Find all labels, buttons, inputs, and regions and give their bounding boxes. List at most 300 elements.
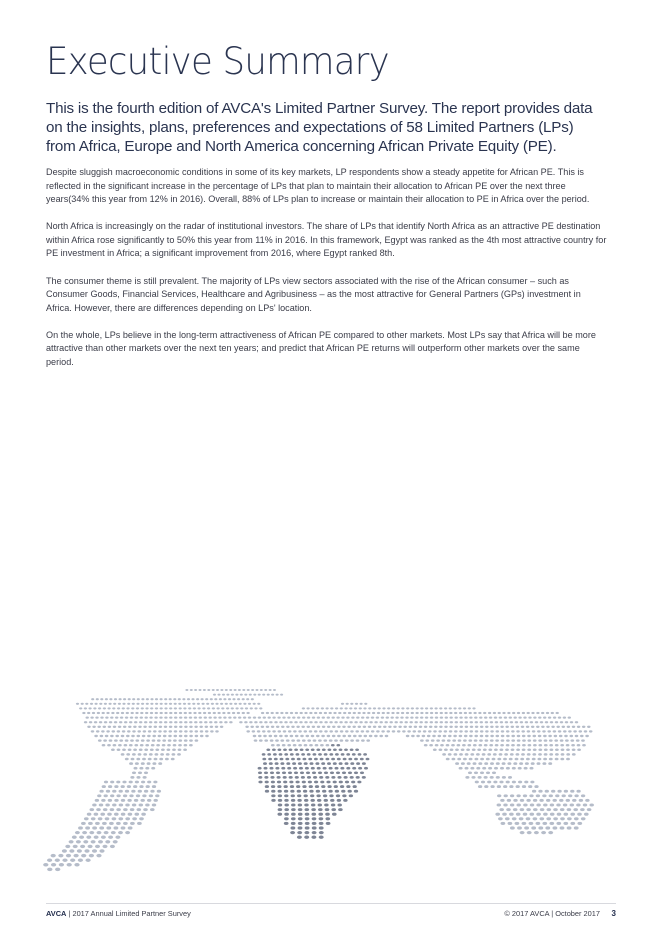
map-dot (171, 753, 175, 756)
map-dot (126, 735, 130, 737)
map-dot (543, 804, 548, 807)
map-dot (425, 716, 428, 718)
map-dot (129, 794, 133, 797)
map-dot-africa (278, 749, 282, 752)
map-dot (530, 804, 535, 807)
map-dot (530, 767, 534, 770)
map-dot (256, 726, 259, 728)
map-dot-africa (309, 790, 313, 793)
map-dot (503, 758, 507, 761)
map-dot (356, 716, 359, 718)
map-dot (515, 758, 519, 761)
map-dot (283, 730, 287, 732)
map-dot (528, 744, 532, 746)
map-dot (150, 749, 154, 752)
footer-separator: | (68, 909, 71, 918)
map-dot-africa (264, 776, 268, 779)
map-dot-africa (324, 753, 328, 756)
map-dot-africa (284, 808, 289, 811)
map-dot (495, 813, 500, 816)
map-dot (350, 730, 354, 732)
map-dot-africa (297, 836, 302, 839)
map-dot-africa (295, 753, 299, 756)
map-dot-africa (296, 781, 300, 784)
map-dot-africa (298, 826, 303, 829)
map-dot (459, 730, 463, 732)
map-dot (105, 804, 110, 807)
map-dot-africa (312, 753, 316, 756)
map-dot (125, 739, 129, 741)
map-dot (543, 758, 547, 761)
map-dot (553, 716, 556, 718)
map-dot (248, 716, 251, 718)
map-dot (115, 735, 119, 737)
map-dot (523, 804, 528, 807)
map-dot (152, 739, 156, 741)
map-dot (521, 726, 524, 728)
map-dot (249, 721, 252, 723)
map-dot (540, 808, 545, 811)
map-dot (459, 712, 462, 714)
map-dot-africa (323, 794, 327, 797)
map-dot (99, 790, 103, 793)
map-dot (371, 730, 375, 732)
map-dot (225, 689, 228, 691)
map-dot-africa (343, 799, 347, 802)
map-dot (454, 726, 457, 728)
map-dot (123, 794, 127, 797)
map-dot (329, 721, 332, 723)
map-dot (250, 707, 253, 709)
map-dot-africa (280, 758, 284, 761)
map-dot (460, 721, 463, 723)
map-dot-africa (287, 767, 291, 770)
map-dot (355, 730, 359, 732)
map-dot (114, 785, 118, 788)
map-dot (511, 744, 515, 746)
map-dot-africa (290, 790, 294, 793)
map-dot (225, 703, 228, 705)
map-dot (542, 730, 546, 732)
map-dot (309, 721, 312, 723)
map-dot (261, 712, 264, 714)
map-dot (243, 703, 246, 705)
map-dot (562, 794, 566, 797)
map-dot (555, 758, 559, 761)
map-dot (564, 790, 568, 793)
map-dot (202, 703, 205, 705)
map-dot (522, 735, 526, 737)
map-dot (321, 735, 325, 737)
map-dot (509, 813, 514, 816)
map-dot-africa (354, 758, 358, 761)
map-dot (259, 739, 263, 741)
map-dot (125, 804, 130, 807)
map-dot-africa (340, 767, 344, 770)
map-dot (415, 721, 418, 723)
map-dot (448, 753, 452, 756)
map-dot (585, 735, 589, 737)
map-dot (287, 744, 291, 746)
map-dot (560, 817, 565, 820)
map-dot (536, 804, 541, 807)
map-dot (239, 703, 242, 705)
map-dot (178, 739, 182, 741)
map-dot (278, 730, 282, 732)
map-dot (579, 799, 583, 802)
map-dot (192, 703, 195, 705)
map-dot (542, 822, 547, 825)
map-dot (364, 721, 367, 723)
map-dot-africa (366, 758, 370, 761)
map-dot (470, 721, 473, 723)
map-dot-africa (311, 804, 316, 807)
map-dot (327, 726, 330, 728)
map-dot (209, 721, 212, 723)
map-dot (358, 712, 361, 714)
map-dot (257, 730, 261, 732)
map-dot (96, 854, 101, 857)
map-dot (189, 739, 193, 741)
map-dot-africa (291, 813, 296, 816)
map-dot (141, 707, 144, 709)
map-dot (179, 730, 183, 732)
map-dot (228, 716, 231, 718)
map-dot (143, 776, 147, 779)
map-dot (269, 689, 272, 691)
map-dot (103, 808, 108, 811)
map-dot-africa (318, 808, 323, 811)
map-dot (382, 712, 385, 714)
map-dot (106, 730, 110, 732)
map-dot (492, 771, 496, 774)
map-dot (178, 749, 182, 752)
map-dot (425, 721, 428, 723)
map-dot (520, 758, 524, 761)
map-dot (342, 726, 345, 728)
map-dot (304, 712, 307, 714)
map-dot (147, 735, 151, 737)
map-dot (133, 726, 136, 728)
map-dot (557, 813, 562, 816)
map-dot-africa (286, 762, 290, 765)
map-dot (166, 753, 170, 756)
map-dot (223, 716, 226, 718)
map-dot (220, 689, 223, 691)
map-dot (478, 776, 482, 779)
map-dot (561, 749, 565, 752)
map-dot (587, 808, 592, 811)
map-dot-africa (298, 808, 303, 811)
map-dot (169, 730, 173, 732)
map-dot (577, 813, 582, 816)
map-dot (444, 730, 448, 732)
map-dot-africa (331, 804, 336, 807)
map-dot (96, 808, 101, 811)
map-dot (110, 781, 114, 784)
map-dot (194, 721, 197, 723)
map-dot (196, 698, 199, 700)
map-dot (174, 707, 177, 709)
map-dot (204, 716, 207, 718)
map-dot (530, 721, 533, 723)
map-dot (481, 781, 485, 784)
map-dot (575, 735, 579, 737)
map-dot (544, 739, 548, 741)
map-dot (132, 771, 136, 774)
map-dot-africa (298, 804, 303, 807)
map-dot (141, 813, 146, 816)
map-dot-africa (319, 817, 324, 820)
map-dot-africa (278, 804, 283, 807)
map-dot (361, 739, 365, 741)
map-dot (329, 739, 333, 741)
map-dot (525, 762, 529, 765)
map-dot (332, 735, 336, 737)
map-dot (150, 790, 154, 793)
map-dot (69, 840, 74, 843)
map-dot-africa (305, 808, 310, 811)
map-dot-africa (337, 758, 341, 761)
map-dot (229, 703, 232, 705)
map-dot (189, 726, 192, 728)
map-dot (395, 721, 398, 723)
map-dot (102, 822, 107, 825)
map-dot (169, 716, 172, 718)
map-dot (122, 749, 126, 752)
map-dot (110, 794, 114, 797)
map-dot (465, 726, 468, 728)
map-dot (109, 822, 114, 825)
map-dot (156, 744, 160, 746)
map-dot (526, 817, 531, 820)
map-dot (429, 744, 433, 746)
map-dot (469, 712, 472, 714)
map-dot (110, 735, 114, 737)
map-dot (122, 781, 126, 784)
map-dot (70, 858, 75, 861)
map-dot (113, 726, 116, 728)
map-dot (390, 721, 393, 723)
map-dot-africa (278, 808, 283, 811)
map-dot (546, 726, 549, 728)
map-dot-africa (319, 836, 324, 839)
map-dot (199, 726, 202, 728)
map-dot-africa (280, 762, 284, 765)
map-dot (468, 771, 472, 774)
map-dot-africa (342, 794, 346, 797)
map-dot-africa (279, 753, 283, 756)
map-dot (464, 716, 467, 718)
map-dot (510, 794, 514, 797)
map-dot (324, 721, 327, 723)
map-dot (134, 744, 138, 746)
map-dot (435, 712, 438, 714)
map-dot (140, 799, 144, 802)
map-dot (538, 716, 541, 718)
map-dot (536, 794, 540, 797)
map-dot (465, 721, 468, 723)
map-dot (570, 822, 575, 825)
map-dot (506, 735, 510, 737)
map-dot (155, 712, 158, 714)
map-dot (566, 799, 570, 802)
map-dot-africa (305, 749, 309, 752)
map-dot (214, 698, 217, 700)
map-dot (523, 716, 526, 718)
map-dot (555, 744, 559, 746)
map-dot (121, 712, 124, 714)
map-dot (147, 762, 151, 765)
map-dot (307, 726, 310, 728)
map-dot (47, 858, 52, 861)
map-dot (164, 698, 167, 700)
map-dot (522, 739, 526, 741)
map-dot (535, 721, 538, 723)
map-dot (128, 813, 133, 816)
map-dot (567, 826, 572, 829)
map-dot (354, 721, 357, 723)
map-dot (373, 707, 376, 709)
map-dot (556, 726, 559, 728)
map-dot (119, 721, 122, 723)
map-dot (184, 721, 187, 723)
map-dot-africa (362, 776, 366, 779)
map-dot (500, 749, 504, 752)
map-dot (533, 749, 537, 752)
map-dot (89, 854, 94, 857)
map-dot (132, 703, 135, 705)
map-dot (536, 712, 539, 714)
map-dot-africa (332, 813, 337, 816)
map-dot-africa (297, 790, 301, 793)
map-dot (159, 726, 162, 728)
map-dot (146, 698, 149, 700)
map-dot (152, 762, 156, 765)
map-dot (198, 712, 201, 714)
map-dot (513, 799, 517, 802)
map-dot (237, 712, 240, 714)
map-dot (430, 707, 433, 709)
map-dot (290, 712, 293, 714)
map-dot-africa (329, 794, 333, 797)
map-dot (385, 721, 388, 723)
map-dot-africa (299, 767, 303, 770)
map-dot (470, 730, 474, 732)
map-dot-africa (346, 767, 350, 770)
map-dot (352, 726, 355, 728)
map-dot (66, 854, 71, 857)
map-dot (524, 781, 528, 784)
map-dot (498, 817, 503, 820)
map-dot (87, 726, 90, 728)
map-dot (135, 716, 138, 718)
map-dot (584, 730, 588, 732)
map-dot (469, 716, 472, 718)
map-dot-africa (284, 822, 289, 825)
map-dot (353, 712, 356, 714)
map-dot (471, 776, 475, 779)
map-dot (59, 863, 64, 867)
map-dot (143, 726, 146, 728)
map-dot (87, 813, 92, 816)
map-dot (475, 721, 478, 723)
map-dot-africa (277, 781, 281, 784)
map-dot-africa (258, 781, 262, 784)
map-dot (522, 785, 526, 788)
map-dot (570, 721, 573, 723)
map-dot (511, 739, 515, 741)
map-dot (121, 799, 125, 802)
map-dot (516, 794, 520, 797)
map-dot (366, 739, 370, 741)
map-dot (490, 730, 494, 732)
map-dot (229, 721, 232, 723)
map-dot (341, 716, 344, 718)
map-dot (420, 739, 424, 741)
map-dot (160, 707, 163, 709)
map-dot-africa (278, 794, 282, 797)
map-dot (380, 721, 383, 723)
map-dot-africa (291, 799, 295, 802)
map-dot-africa (341, 753, 345, 756)
map-dot (140, 712, 143, 714)
map-dot (317, 716, 320, 718)
map-dot (154, 758, 158, 761)
map-dot-africa (295, 776, 299, 779)
map-dot (544, 744, 548, 746)
map-dot-africa (339, 749, 343, 752)
map-dot (326, 744, 330, 746)
map-dot (473, 762, 477, 765)
map-dot (490, 735, 494, 737)
map-dot (115, 836, 120, 839)
map-dot (167, 744, 171, 746)
map-dot (573, 730, 577, 732)
map-dot (88, 822, 93, 825)
map-dot (459, 716, 462, 718)
map-dot-africa (284, 817, 289, 820)
map-dot (465, 767, 469, 770)
map-dot (224, 721, 227, 723)
map-dot-africa (358, 753, 362, 756)
map-dot (568, 794, 572, 797)
map-dot (536, 822, 541, 825)
map-dot (553, 808, 558, 811)
map-dot (173, 698, 176, 700)
map-dot (131, 707, 134, 709)
map-dot (297, 716, 300, 718)
map-dot (129, 781, 133, 784)
map-dot (432, 735, 436, 737)
map-dot (499, 808, 504, 811)
map-dot (105, 817, 110, 820)
map-dot-africa (304, 804, 309, 807)
map-dot (475, 726, 478, 728)
map-dot (337, 726, 340, 728)
map-dot (348, 712, 351, 714)
map-dot (95, 716, 98, 718)
map-dot (566, 744, 570, 746)
map-dot (199, 721, 202, 723)
map-dot-africa (301, 753, 305, 756)
map-dot (174, 726, 177, 728)
map-dot (386, 712, 389, 714)
map-dot (567, 726, 570, 728)
map-dot (478, 785, 482, 788)
map-dot (105, 735, 109, 737)
map-dot-africa (315, 762, 319, 765)
